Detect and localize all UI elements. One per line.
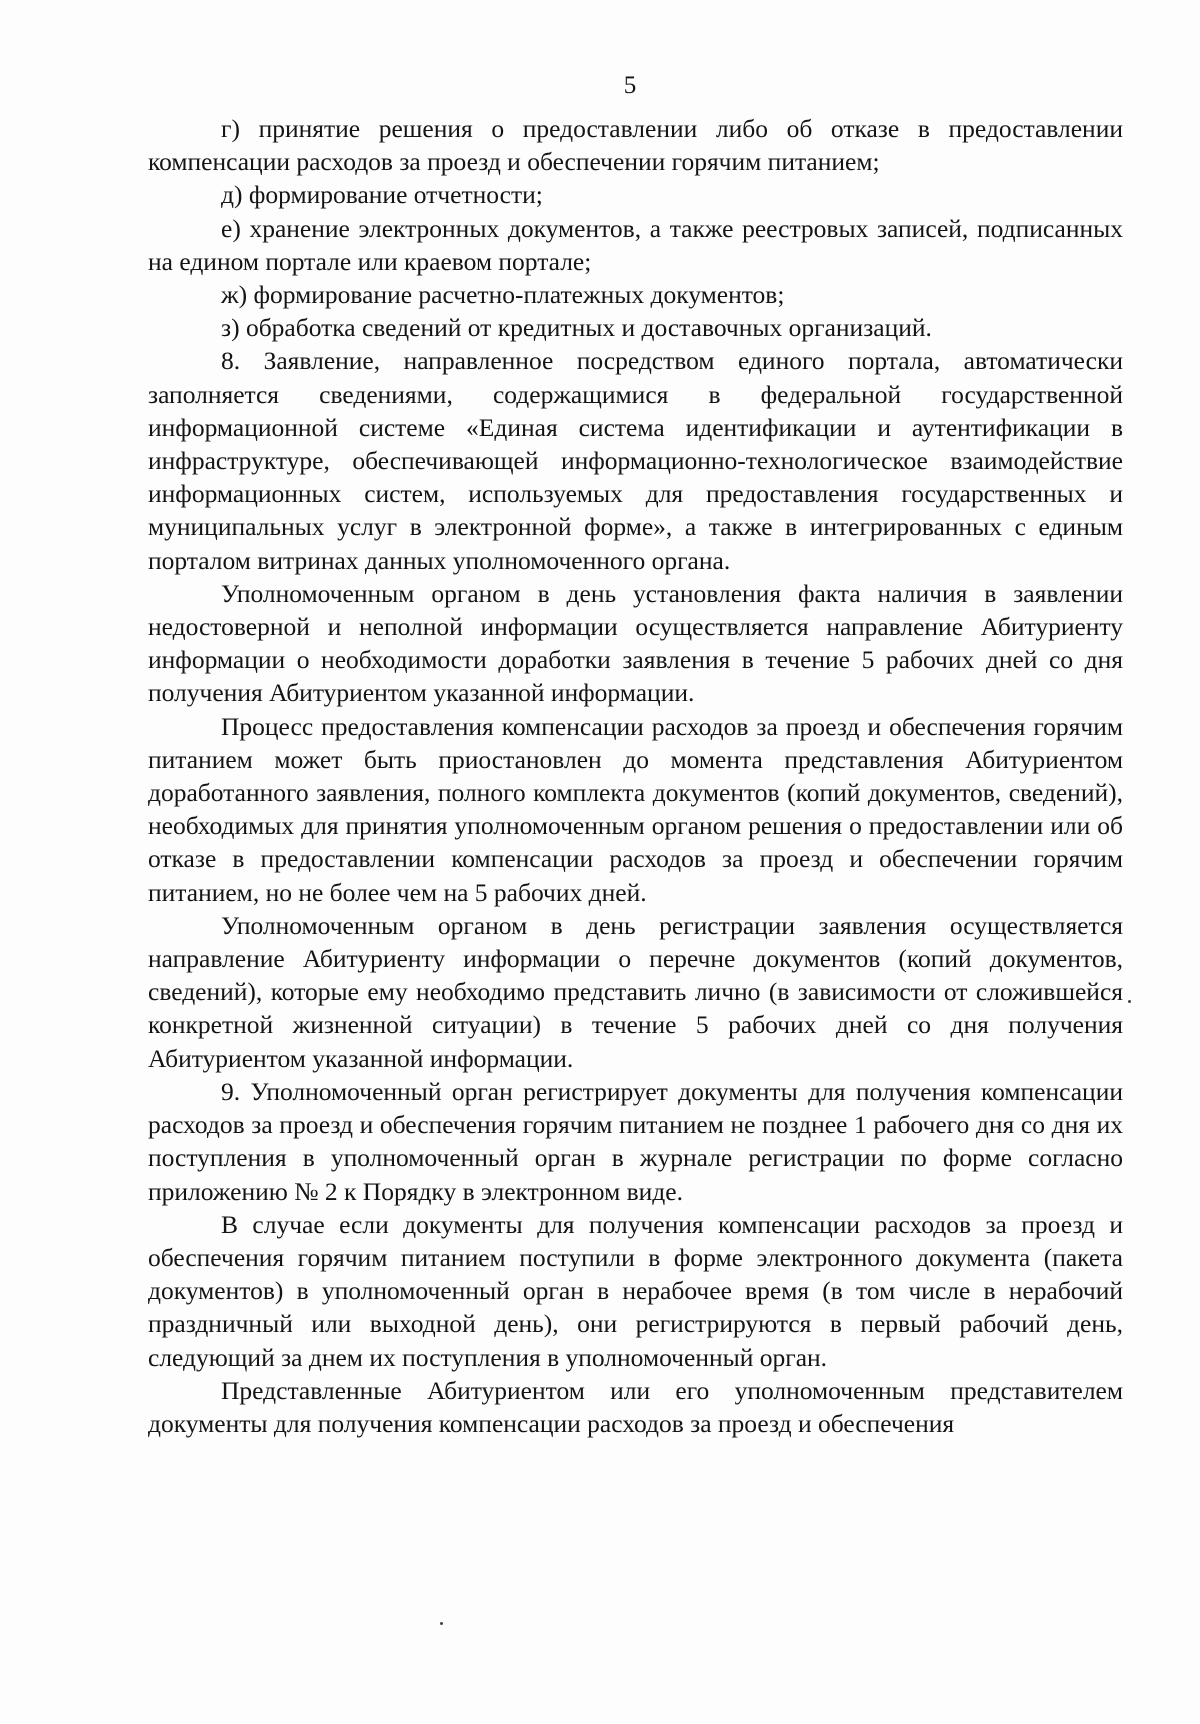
page-number: 5 bbox=[623, 72, 637, 99]
paragraph-9-submitted-documents: Представленные Абитуриентом или его уполномоченным представителем документы для получения компенсации расходов за проезд и обеспечения bbox=[148, 1375, 1123, 1438]
paragraph-9: 9. Уполномоченный орган регистрирует документы для получения компенсации расходов за проезд и обеспечения горячим питанием не позднее 1 рабочего дня со дня их поступления в уполномоченный орган в журнале регистрации по форме согласно приложению № 2 к Порядку в электронном виде. bbox=[148, 1076, 1123, 1206]
paragraph-z: з) обработка сведений от кредитных и доставочных организаций. bbox=[221, 313, 932, 343]
paragraph-e: е) хранение электронных документов, а также реестровых записей, подписанных на едином портале или краевом портале; bbox=[148, 213, 1123, 276]
paragraph-8: 8. Заявление, направленное посредством единого портала, автоматически заполняется сведениями, содержащимися в федеральной государственной информационной системе «Единая система идентификации и аутентификации в инфраструктуре, обеспечивающей информационно-технологическое взаимодействие информационных систем, используемых для предоставления государственных и муниципальных услуг в электронной форме», а также в интегрированных с единым порталом витринах данных уполномоченного органа. bbox=[148, 346, 1123, 575]
paragraph-zh: ж) формирование расчетно-платежных документов; bbox=[221, 280, 785, 310]
paragraph-8-registration: Уполномоченным органом в день регистрации заявления осуществляется направление Абитуриенту информации о перечне документов (копий документов, сведений), которые ему необходимо представить лично (в зависимости от сложившейся конкретной жизненной ситуации) в течение 5 рабочих дней со дня получения Абитуриентом указанной информации. bbox=[148, 910, 1123, 1073]
paragraph-8-suspension: Процесс предоставления компенсации расходов за проезд и обеспечения горячим питанием может быть приостановлен до момента представления Абитуриентом доработанного заявления, полного комплекта документов (копий документов, сведений), необходимых для принятия уполномоченным органом решения о предоставлении или об отказе в предоставлении компенсации расходов за проезд и обеспечении горячим питанием, но не более чем на 5 рабочих дней. bbox=[148, 711, 1123, 907]
scan-speck bbox=[440, 1622, 443, 1625]
document-body bbox=[148, 112, 1123, 1440]
paragraph-d: д) формирование отчетности; bbox=[221, 180, 543, 210]
scan-speck bbox=[1128, 1000, 1131, 1003]
paragraph-8-incomplete-info: Уполномоченным органом в день установления факта наличия в заявлении недостоверной и неполной информации осуществляется направление Абитуриенту информации о необходимости доработки заявления в течение 5 рабочих дней со дня получения Абитуриентом указанной информации. bbox=[148, 578, 1123, 708]
paragraph-9-nonworking-time: В случае если документы для получения компенсации расходов за проезд и обеспечения горячим питанием поступили в форме электронного документа (пакета документов) в уполномоченный орган в нерабочее время (в том числе в нерабочий праздничный или выходной день), они регистрируются в первый рабочий день, следующий за днем их поступления в уполномоченный орган. bbox=[148, 1209, 1123, 1372]
paragraph-g: г) принятие решения о предоставлении либо об отказе в предоставлении компенсации расходов за проезд и обеспечении горячим питанием; bbox=[148, 114, 1123, 177]
